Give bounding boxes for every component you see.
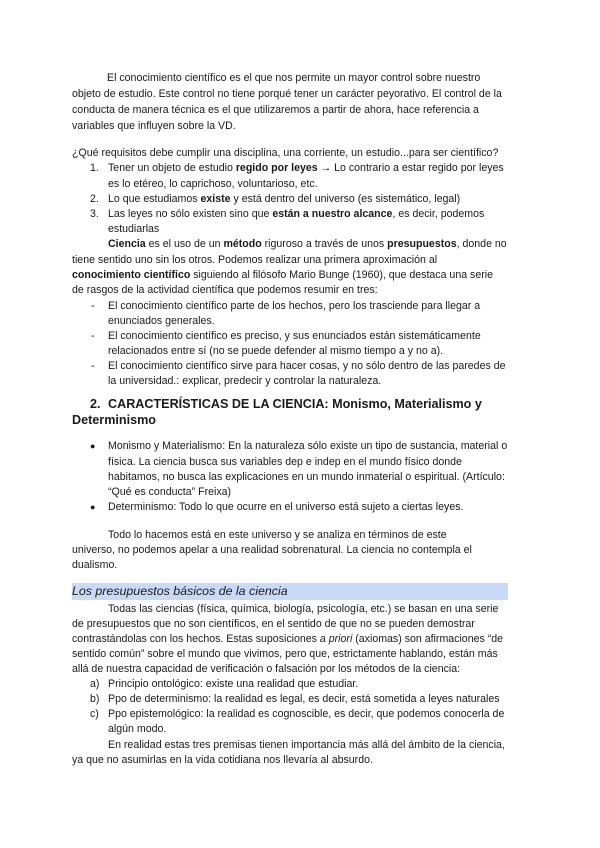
- closing-line-2: ya que no asumirlas en la vida cotidiana nos llevaría al absurdo.: [72, 754, 373, 766]
- list-marker: a): [90, 678, 100, 690]
- presupuestos-line-1: Todas las ciencias (física, química, biología, psicología, etc.) se basan en una serie: [108, 603, 499, 615]
- list-item: Monismo y Materialismo: En la naturaleza sólo existe un tipo de sustancia, material o: [108, 440, 508, 452]
- bullet-icon: ●: [90, 502, 96, 512]
- ciencia-line-4: de rasgos de la actividad científica que podemos resumir en tres:: [72, 284, 378, 296]
- presupuestos-line-4: sentido común” sobre el mundo que vivimos, pero que, estrictamente hablando, están más: [72, 648, 498, 660]
- section-heading-continuation: Determinismo: [72, 413, 156, 427]
- dash-marker: -: [91, 300, 95, 312]
- bullet-icon: ●: [90, 441, 96, 451]
- question-text: ¿Qué requisitos debe cumplir una disciplina, una corriente, un estudio...para ser científico?: [72, 147, 499, 159]
- list-item-continuation: habitamos, no busca las explicaciones en un mundo inmaterial o espiritual. (Artículo:: [108, 471, 505, 483]
- intro-line-1: El conocimiento científico es el que nos permite un mayor control sobre nuestro: [107, 72, 481, 84]
- intro-line-3: conducta de manera técnica es el que utilizaremos a partir de ahora, hace referencia a: [72, 104, 479, 116]
- list-item: Ppo epistemológico: la realidad es cognoscible, es decir, que podemos conocerla de: [108, 708, 505, 720]
- ciencia-line-3: conocimiento científico siguiendo al filósofo Mario Bunge (1960), que destaca una serie: [72, 269, 494, 281]
- list-item: El conocimiento científico parte de los hechos, pero los trasciende para llegar a: [108, 300, 481, 312]
- presupuestos-line-5: allá de nuestra capacidad de verificación o falsación por los métodos de la ciencia:: [72, 663, 461, 675]
- list-item-continuation: relacionados entre sí (no se puede defender al mismo tiempo a y no a).: [108, 345, 444, 357]
- list-marker: 3.: [90, 208, 99, 220]
- list-item-continuation: algún modo.: [108, 723, 167, 735]
- subsection-heading: Los presupuestos básicos de la ciencia: [72, 583, 508, 600]
- ciencia-line-1: Ciencia es el uso de un método riguroso a través de unos presupuestos, donde no: [108, 238, 507, 250]
- dash-marker: -: [91, 360, 95, 372]
- list-item-continuation: enunciados generales.: [108, 315, 215, 327]
- dash-marker: -: [91, 330, 95, 342]
- list-item: Principio ontológico: existe una realidad que estudiar.: [108, 678, 359, 690]
- list-item: Lo que estudiamos existe y está dentro del universo (es sistemático, legal): [108, 193, 461, 205]
- section-heading: CARACTERÍSTICAS DE LA CIENCIA: Monismo, Materialismo y: [108, 397, 482, 411]
- list-item-continuation: “Qué es conducta” Freixa): [108, 486, 232, 498]
- list-item-continuation: física. La ciencia busca sus variables dep e indep en el mundo físico donde: [108, 456, 462, 468]
- ciencia-line-2: tiene sentido uno sin los otros. Podemos realizar una primera aproximación al: [72, 254, 438, 266]
- list-item: El conocimiento científico es preciso, y sus enunciados están sistemáticamente: [108, 330, 481, 342]
- universo-line-2: universo, no podemos apelar a una realidad sobrenatural. La ciencia no contempla el: [72, 544, 472, 556]
- list-item-continuation: la universidad.: explicar, predecir y controlar la naturaleza.: [108, 375, 382, 387]
- universo-line-3: dualismo.: [72, 559, 118, 571]
- presupuestos-line-2: de presupuestos que no son científicos, en el sentido de que no se pueden demostrar: [72, 618, 475, 630]
- intro-line-4: variables que influyen sobre la VD.: [72, 120, 236, 132]
- universo-line-1: Todo lo hacemos está en este universo y se analiza en términos de este: [108, 529, 447, 541]
- list-item: El conocimiento científico sirve para hacer cosas, y no sólo dentro de las paredes de: [108, 360, 506, 372]
- list-marker: b): [90, 693, 100, 705]
- presupuestos-line-3: contrastándolas con los hechos. Estas suposiciones a priori (axiomas) son afirmaciones “de: [72, 633, 504, 645]
- list-item: Determinismo: Todo lo que ocurre en el universo está sujeto a ciertas leyes.: [108, 501, 464, 513]
- section-number: 2.: [90, 397, 101, 411]
- closing-line-1: En realidad estas tres premisas tienen importancia más allá del ámbito de la ciencia,: [108, 739, 505, 751]
- list-item-continuation: estudiarlas: [108, 223, 160, 235]
- list-marker: 1.: [90, 162, 99, 174]
- list-item: Ppo de determinismo: la realidad es legal, es decir, está sometida a leyes naturales: [108, 693, 500, 705]
- list-marker: 2.: [90, 193, 99, 205]
- list-item: Tener un objeto de estudio regido por leyes → Lo contrario a estar regido por leyes: [108, 162, 504, 174]
- list-marker: c): [90, 708, 99, 720]
- list-item: Las leyes no sólo existen sino que están a nuestro alcance, es decir, podemos: [108, 208, 485, 220]
- list-item-continuation: es lo etéreo, lo caprichoso, voluntarioso, etc.: [108, 178, 318, 190]
- intro-line-2: objeto de estudio. Este control no tiene porqué tener un carácter peyorativo. El control de la: [72, 88, 502, 100]
